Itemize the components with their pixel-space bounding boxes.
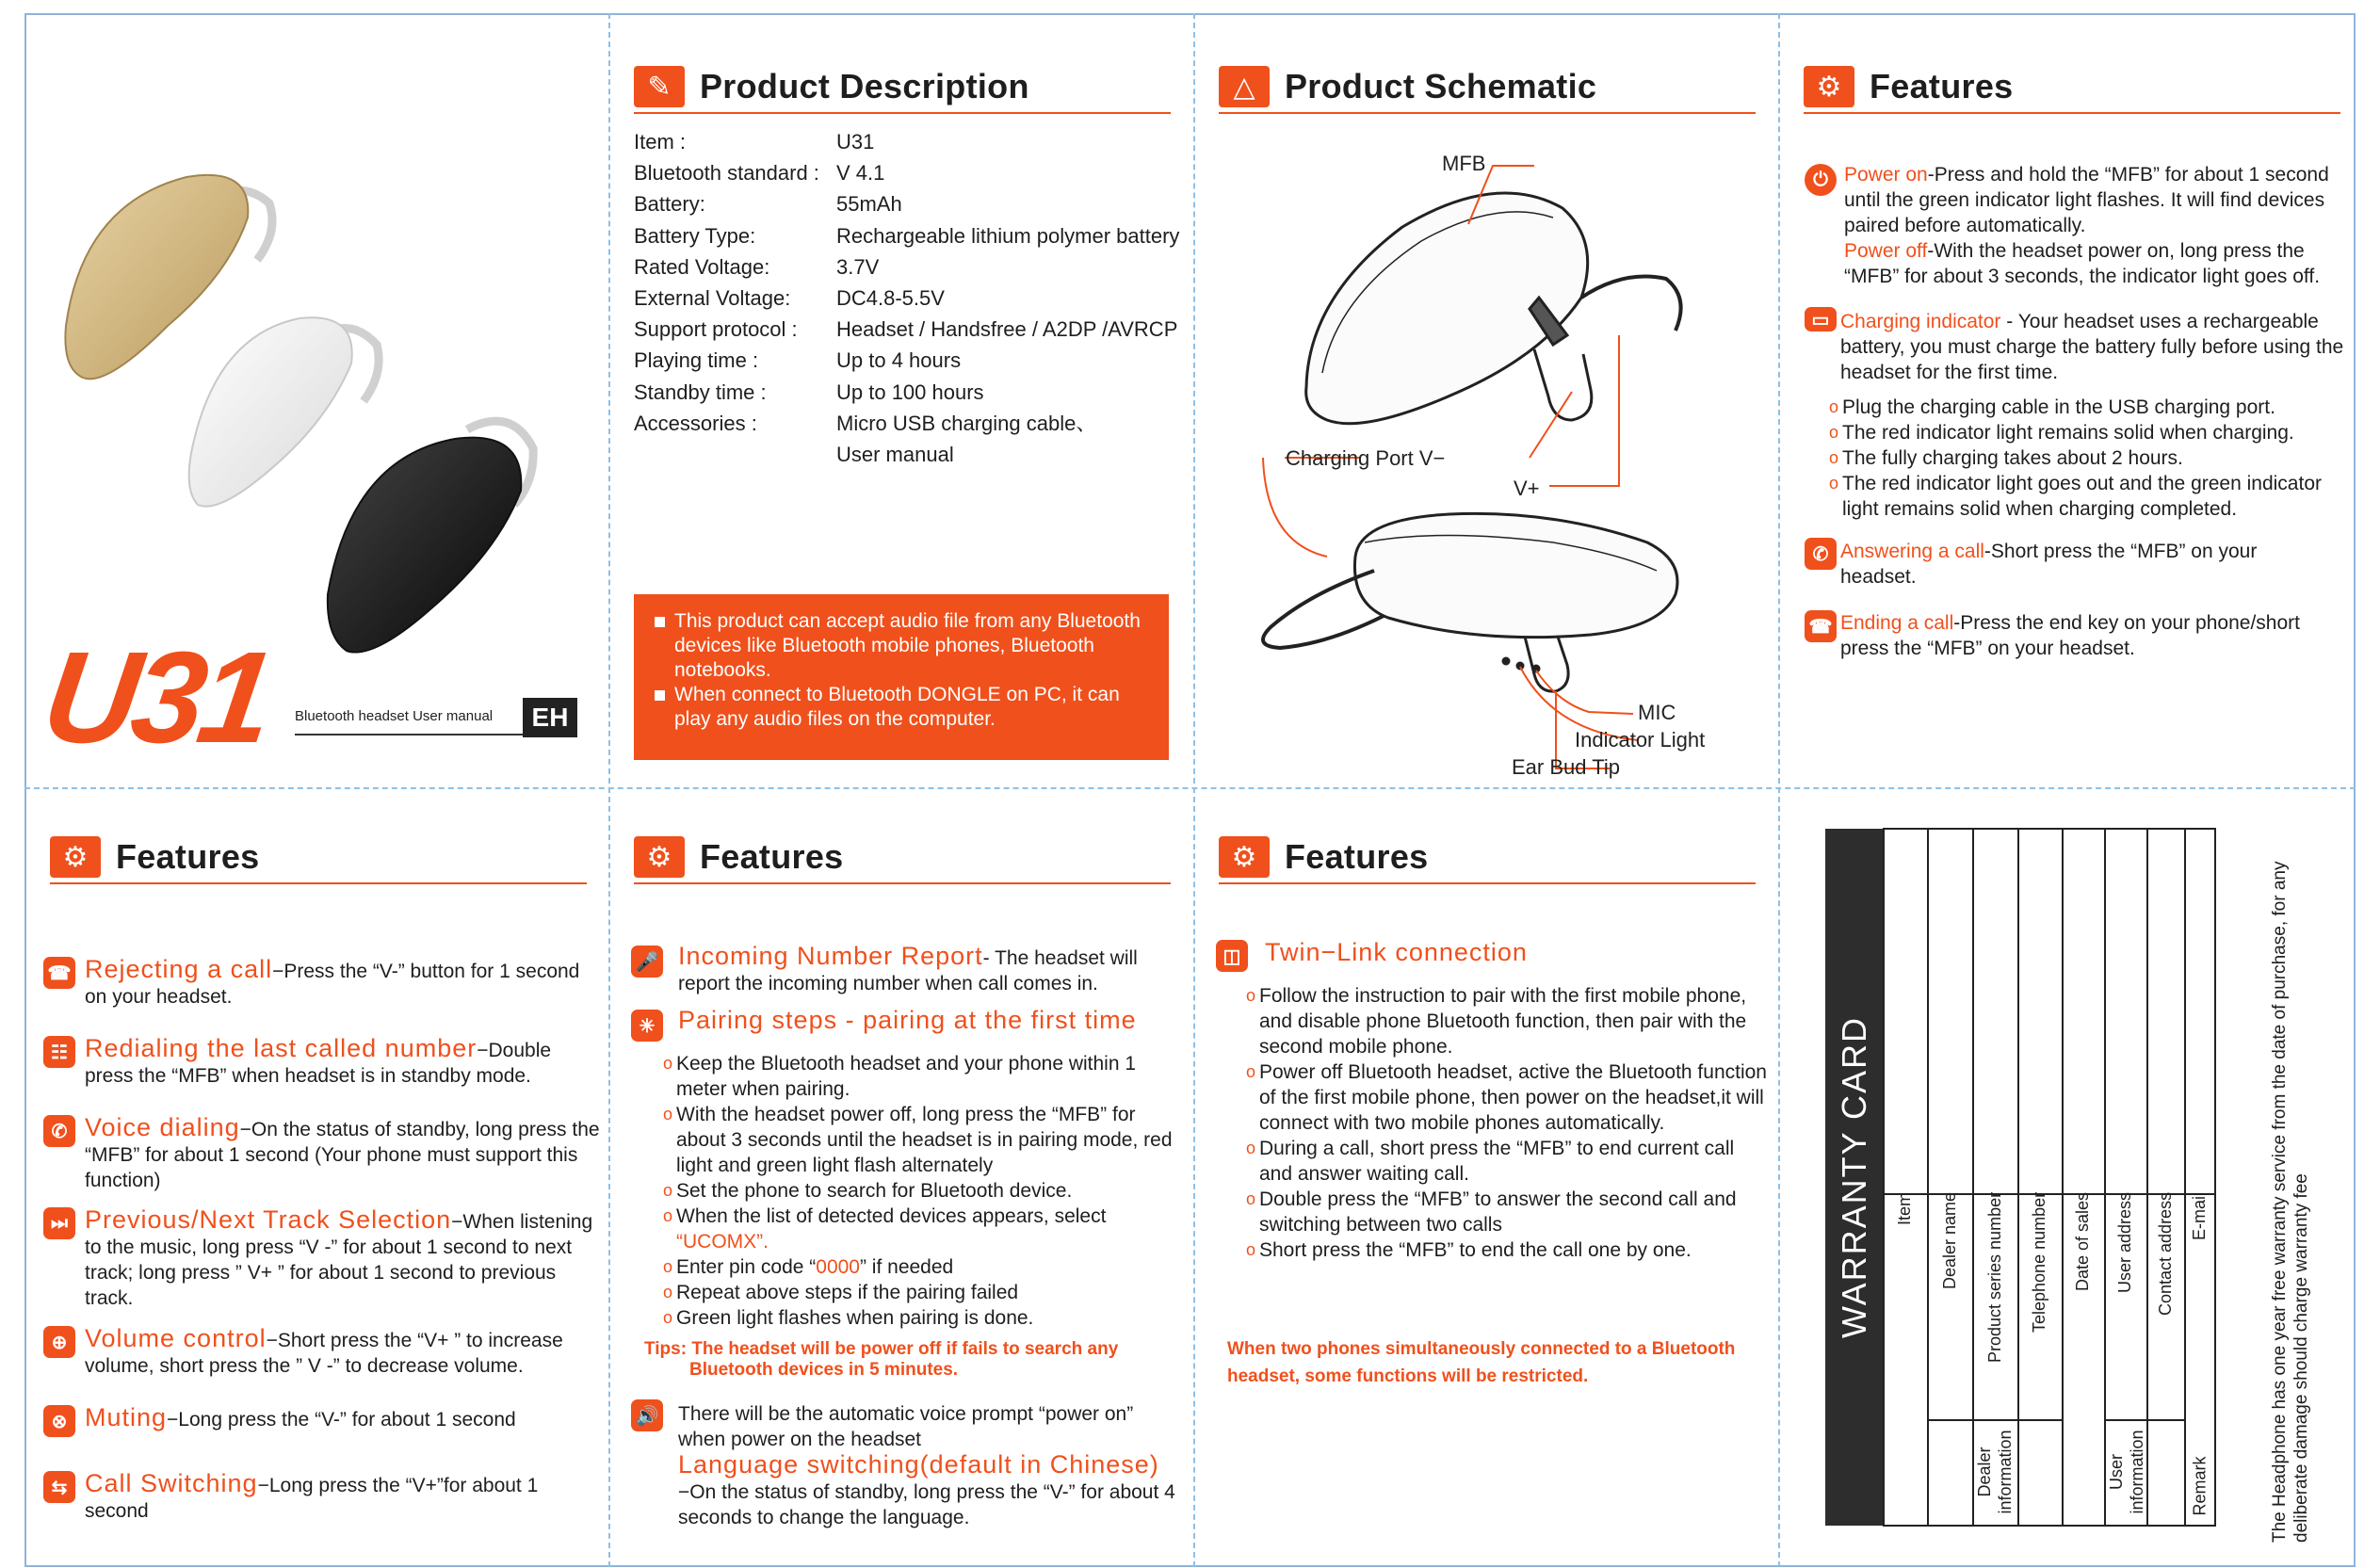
microphone-icon: 🎤 xyxy=(631,946,663,978)
list-item: o When the list of detected devices appears, select xyxy=(663,1205,1107,1227)
spec-key: Accessories : xyxy=(634,411,757,435)
feature-end-call: Ending a call-Press the end key on your phone/short press the “MFB” on your headset. xyxy=(1840,612,2300,659)
list-item: When connect to Bluetooth DONGLE on PC, it can play any audio files on the computer. xyxy=(655,683,1152,732)
feature-voice-dialing: Voice dialing−On the status of standby, long press the “MFB” for about 1 second (Your phone must support this function) xyxy=(85,1113,600,1191)
list-item: o Short press the “MFB” to end the call one by one. xyxy=(1246,1239,1692,1261)
headset-schematic-drawing xyxy=(1195,15,1777,785)
panel-title: Features xyxy=(116,837,260,876)
battery-icon: ▭ xyxy=(1805,307,1837,331)
spec-row xyxy=(634,345,1179,376)
list-item: This product can accept audio file from any Bluetooth devices like Bluetooth mobile phones, Bluetooth notebooks. xyxy=(655,609,1152,683)
feature-power: Power on-Press and hold the “MFB” for about 1 second until the green indicator light flashes. It will find devices paired before automatically. Power off-With the headset power on, long press the “MFB” for about 3 seconds, the indicator light goes off. xyxy=(1844,164,2329,287)
keypad-icon: ☷ xyxy=(43,1036,75,1068)
spec-list xyxy=(634,126,1179,470)
warranty-remark-label: Remark xyxy=(2190,1456,2210,1516)
list-item: o During a call, short press the “MFB” to end current call and answer waiting call. xyxy=(1246,1138,1735,1185)
spec-value: Up to 100 hours xyxy=(836,380,984,404)
feature-voice-prompt: There will be the automatic voice prompt “power on” when power on the headset Language switching(default in Chinese) −On the status of standby, long press the “V-” for about 4 seconds to change the language. xyxy=(678,1403,1175,1528)
next-track-icon: ⏭ xyxy=(43,1207,75,1239)
spec-value: V 4.1 xyxy=(836,161,885,186)
volume-icon: ⊕ xyxy=(43,1326,75,1358)
warranty-field-label: Product series number xyxy=(1985,1191,2004,1363)
twin-phone-icon: ◫ xyxy=(1216,940,1248,972)
spec-value: Micro USB charging cable、 xyxy=(836,411,1097,435)
phone-end-icon: ☎ xyxy=(1805,610,1837,642)
spec-value: Headset / Handsfree / A2DP /AVRCP xyxy=(836,317,1178,342)
gear-icon: ⚙ xyxy=(1219,836,1270,878)
list-item: o The fully charging takes about 2 hours. xyxy=(1829,447,2183,469)
cover-subtitle: Bluetooth headset User manual xyxy=(295,708,494,724)
features-panel-2 xyxy=(26,789,607,1565)
gear-icon: ⚙ xyxy=(50,836,101,878)
title-rule xyxy=(1804,112,2340,114)
voice-prompt-icon: 🔊 xyxy=(631,1399,663,1431)
panel-title: Product Description xyxy=(700,67,1029,105)
spec-key: Standby time : xyxy=(634,380,767,404)
pairing-heading: Pairing steps - pairing at the first time xyxy=(678,1006,1137,1034)
warranty-title: WARRANTY CARD xyxy=(1835,1015,1873,1339)
charging-steps xyxy=(1829,395,2349,522)
spec-key: External Voltage: xyxy=(634,286,791,311)
product-logo: U31 xyxy=(35,625,277,770)
panel-title: Product Schematic xyxy=(1285,67,1597,105)
feature-reject: Rejecting a call−Press the “V-” button for 1 second on your headset. xyxy=(85,955,580,1008)
spec-key: Playing time : xyxy=(634,348,759,373)
spec-value: 55mAh xyxy=(836,192,902,217)
label-ear-bud-tip: Ear Bud Tip xyxy=(1512,755,1620,779)
feature-mute: Muting−Long press the “V-” for about 1 second xyxy=(85,1403,516,1431)
title-rule xyxy=(50,882,587,884)
call-switch-icon: ⇆ xyxy=(43,1471,75,1503)
warranty-panel xyxy=(1780,789,2355,1565)
reject-call-icon: ☎ xyxy=(43,957,75,989)
spec-row xyxy=(634,188,1179,219)
panel-title: Features xyxy=(700,837,844,876)
cover-panel xyxy=(26,15,607,785)
spec-value: U31 xyxy=(836,130,875,154)
twin-link-steps xyxy=(1246,983,1770,1263)
label-indicator-light: Indicator Light xyxy=(1575,728,1706,752)
warranty-field-label: Dealer name xyxy=(1940,1191,1959,1289)
feature-redial: Redialing the last called number−Double press the “MFB” when headset is in standby mode. xyxy=(85,1034,552,1087)
spec-value: User manual xyxy=(836,443,954,467)
spec-value: Rechargeable lithium polymer battery xyxy=(836,223,1180,248)
spec-key xyxy=(634,439,836,470)
pairing-tip: Tips: The headset will be power off if fails to search any Bluetooth devices in 5 minutes. xyxy=(644,1339,1119,1380)
list-item: o Repeat above steps if the pairing failed xyxy=(663,1282,1019,1303)
spec-row xyxy=(634,408,1179,439)
cover-underline xyxy=(295,734,540,736)
warranty-user-label: User information xyxy=(2107,1430,2146,1514)
feature-volume: Volume control−Short press the “V+ ” to increase volume, short press the ” V -” to decrease volume. xyxy=(85,1324,563,1377)
spec-key: Battery Type: xyxy=(634,223,756,248)
warranty-note: The Headphone has one year free warranty service from the date of purchase, for any deliberate damage should charge warranty fee xyxy=(2270,861,2311,1543)
document-icon: ✎ xyxy=(634,66,685,107)
mute-icon: ⊗ xyxy=(43,1405,75,1437)
label-mic: MIC xyxy=(1638,701,1676,724)
list-item: o Plug the charging cable in the USB charging port. xyxy=(1829,396,2275,418)
spec-value: 3.7V xyxy=(836,254,880,279)
list-item: o Power off Bluetooth headset, active the Bluetooth function of the first mobile phone, then power on the headset,it will connect with two mobile phones automatically. xyxy=(1246,1061,1767,1134)
warranty-field-label: Date of sales xyxy=(2073,1191,2092,1291)
spec-row xyxy=(634,220,1179,251)
gear-icon: ⚙ xyxy=(1804,66,1854,107)
spec-row xyxy=(634,314,1179,345)
twin-link-heading: Twin−Link connection xyxy=(1265,938,1528,966)
spec-row xyxy=(634,126,1179,157)
twin-link-note: When two phones simultaneously connected to a Bluetooth headset, some functions will be restricted. xyxy=(1227,1339,1736,1386)
list-item: o Keep the Bluetooth headset and your phone within 1 meter when pairing. xyxy=(663,1053,1137,1100)
spec-key: Rated Voltage: xyxy=(634,254,770,279)
spec-row xyxy=(634,283,1179,314)
list-item: o Enter pin code “0000” if needed xyxy=(663,1256,954,1278)
warranty-field-label: Telephone number xyxy=(2030,1191,2048,1333)
language-badge: EH xyxy=(523,698,577,737)
spec-key: Support protocol : xyxy=(634,317,798,342)
label-charging-port: Charging Port V− xyxy=(1286,446,1446,470)
spec-row xyxy=(634,157,1179,188)
feature-incoming-report: Incoming Number Report- The headset will report the incoming number when call comes in. xyxy=(678,942,1138,994)
title-rule xyxy=(1219,882,1756,884)
title-rule xyxy=(634,882,1171,884)
features-panel-1 xyxy=(1780,15,2355,785)
warranty-field-label: Contact address xyxy=(2156,1191,2175,1316)
feature-track: Previous/Next Track Selection−When listening to the music, long press “V -” for about 1 second to next track; long press ” V+ ” for about 1 second to previous track. xyxy=(85,1205,593,1309)
spec-row xyxy=(634,251,1179,283)
features-panel-3 xyxy=(610,789,1192,1565)
label-vplus: V+ xyxy=(1514,477,1540,500)
feature-call-switching: Call Switching−Long press the “V+”for about 1 second xyxy=(85,1469,539,1522)
gear-icon: ⚙ xyxy=(634,836,685,878)
feature-charging: Charging indicator - Your headset uses a rechargeable battery, you must charge the battery fully before using the headset for the first time. xyxy=(1840,311,2344,383)
warranty-field-label: Item xyxy=(1895,1191,1914,1225)
list-item: o Double press the “MFB” to answer the second call and switching between two calls xyxy=(1246,1188,1737,1236)
spec-value: DC4.8-5.5V xyxy=(836,286,945,311)
phone-answer-icon: ✆ xyxy=(1805,538,1837,570)
warranty-field-label: E-mail xyxy=(2190,1191,2209,1240)
bluetooth-icon: ✳ xyxy=(631,1010,663,1042)
spec-row xyxy=(634,377,1179,408)
schematic-panel xyxy=(1195,15,1777,785)
voice-icon: ✆ xyxy=(43,1115,75,1147)
panel-title: Features xyxy=(1285,837,1429,876)
description-panel xyxy=(610,15,1192,785)
spec-value: Up to 4 hours xyxy=(836,348,962,373)
warranty-field-label: User address xyxy=(2115,1191,2134,1293)
label-mfb: MFB xyxy=(1442,152,1486,175)
list-item: o The red indicator light goes out and the green indicator light remains solid when charging completed. xyxy=(1829,473,2322,520)
power-icon: ⏻ xyxy=(1805,164,1837,196)
features-panel-4 xyxy=(1195,789,1777,1565)
spec-key: Battery: xyxy=(634,192,705,217)
warranty-dealer-label: Dealer information xyxy=(1975,1430,2015,1514)
compatibility-note-box xyxy=(634,594,1169,760)
list-item: o Set the phone to search for Bluetooth device. xyxy=(663,1180,1073,1202)
list-item: o The red indicator light remains solid when charging. xyxy=(1829,422,2294,444)
spec-key: Bluetooth standard : xyxy=(634,161,819,186)
list-item: o With the headset power off, long press the “MFB” for about 3 seconds until the headset is in pairing mode, red light and green light flash alternately xyxy=(663,1104,1173,1176)
title-rule xyxy=(634,112,1171,114)
panel-title: Features xyxy=(1870,67,2014,105)
schematic-icon: △ xyxy=(1219,66,1270,107)
list-item: o Green light flashes when pairing is done. xyxy=(663,1307,1034,1329)
list-item: o Follow the instruction to pair with the first mobile phone, and disable phone Bluetooth function, then pair with the second mobile phone. xyxy=(1246,985,1747,1058)
feature-answer: Answering a call-Short press the “MFB” on your headset. xyxy=(1840,541,2258,588)
spec-row xyxy=(634,439,1179,470)
pairing-steps: o Keep the Bluetooth headset and your phone within 1 meter when pairing. o With the headset power off, long press the “MFB” for about 3 seconds until the headset is in pairing mode, red light and green light flash alternately o Set the phone to search for Bluetooth device. o When the list of detected devices appears, select “UCOMX”. o Enter pin code “0000” if needed o Repeat above steps if the pairing failed o Green light flashes when pairing is done. xyxy=(663,1051,1187,1331)
spec-key: Item : xyxy=(634,130,687,154)
